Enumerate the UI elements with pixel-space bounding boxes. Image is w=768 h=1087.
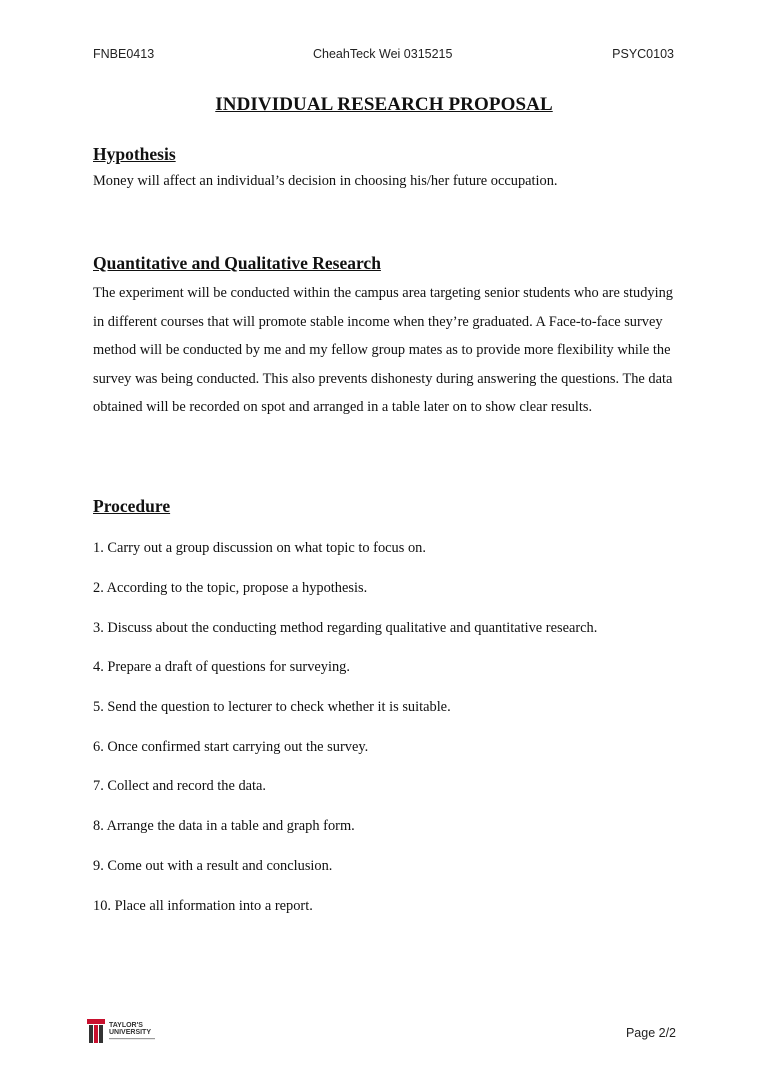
procedure-step: 10. Place all information into a report. xyxy=(93,898,313,914)
hypothesis-heading: Hypothesis xyxy=(93,144,176,164)
page-number: Page 2/2 xyxy=(625,1026,676,1040)
logo-tagline-icon xyxy=(109,1037,155,1041)
procedure-step: 2. According to the topic, propose a hypothesis. xyxy=(93,580,368,596)
research-heading: Quantitative and Qualitative Research xyxy=(93,253,381,273)
university-crest-icon xyxy=(86,1018,106,1044)
logo-line1: TAYLOR'S xyxy=(109,1021,143,1029)
procedure-step: 6. Once confirmed start carrying out the survey. xyxy=(93,739,369,755)
research-text: The experiment will be conducted within the campus area targeting senior students who are studying in different courses that will promote stable income when they’re graduated. A Face-to-face survey method will be conducted by me and my fellow group mates as to provide more flexibility while the survey was being conducted. This also prevents dishonesty during answering the questions. The data obtained will be recorded on spot and arranged in a table later on to show clear results. xyxy=(93,285,673,416)
header-course-code: FNBE0413 xyxy=(93,47,155,61)
document-title: INDIVIDUAL RESEARCH PROPOSAL xyxy=(215,94,553,115)
procedure-step: 1. Carry out a group discussion on what topic to focus on. xyxy=(93,540,426,556)
logo-line2: UNIVERSITY xyxy=(109,1029,152,1036)
procedure-step: 5. Send the question to lecturer to check whether it is suitable. xyxy=(93,699,451,715)
header-student: CheahTeck Wei 0315215 xyxy=(313,47,453,61)
procedure-step: 7. Collect and record the data. xyxy=(93,778,267,794)
procedure-heading: Procedure xyxy=(93,496,171,516)
procedure-step: 3. Discuss about the conducting method regarding qualitative and quantitative research. xyxy=(93,620,598,636)
procedure-step: 4. Prepare a draft of questions for surveying. xyxy=(93,659,350,675)
university-logo xyxy=(86,1018,155,1044)
hypothesis-text: Money will affect an individual’s decision in choosing his/her future occupation. xyxy=(93,173,558,189)
procedure-step: 9. Come out with a result and conclusion. xyxy=(93,858,333,874)
header-subject-code: PSYC0103 xyxy=(612,47,674,61)
procedure-step: 8. Arrange the data in a table and graph form. xyxy=(93,818,355,834)
